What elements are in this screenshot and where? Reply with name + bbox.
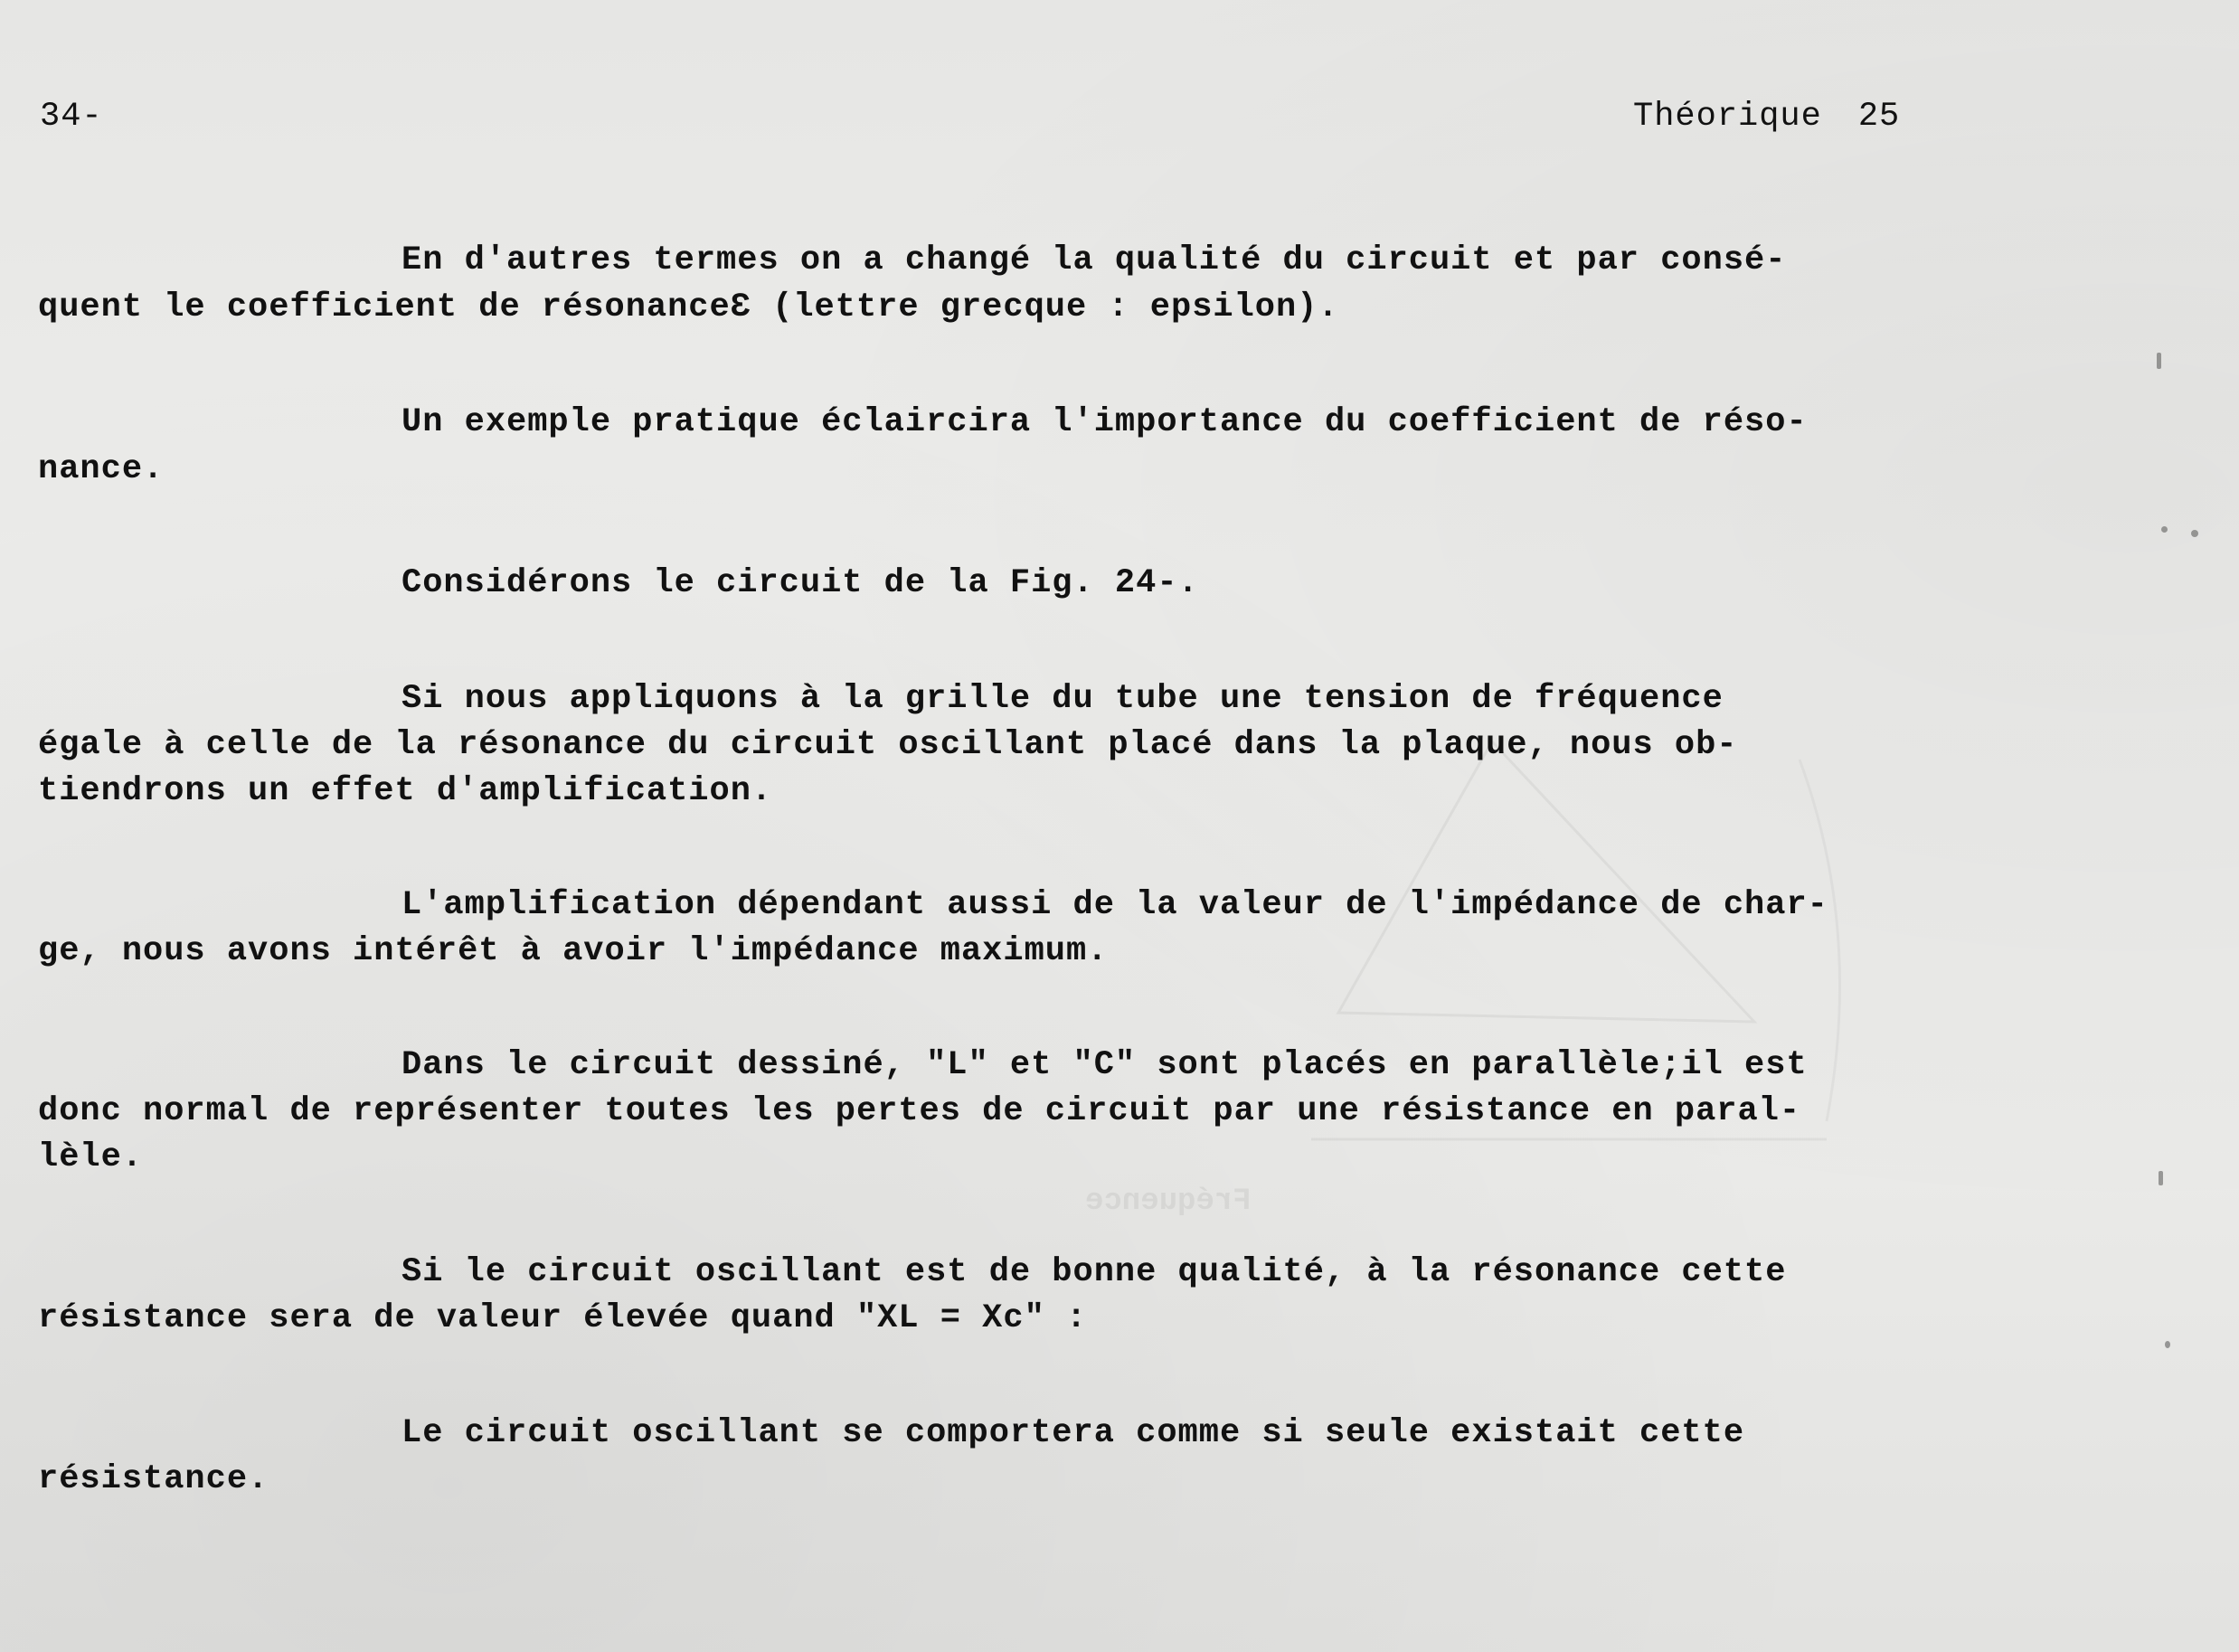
paragraph-5-line-1: L'amplification dépendant aussi de la valeur de l'impédance de char- — [402, 886, 1828, 924]
paragraph-8-line-2: résistance. — [38, 1460, 269, 1498]
paragraph-4-line-3: tiendrons un effet d'amplification. — [38, 772, 773, 810]
page-number: 25 — [1857, 98, 1901, 136]
paragraph-2-line-1: Un exemple pratique éclaircira l'importance du coefficient de réso- — [402, 403, 1808, 441]
chapter-number: 34- — [40, 98, 103, 136]
paragraph-2-line-2: nance. — [38, 450, 165, 488]
scan-speck — [2191, 530, 2198, 537]
paragraph-5-line-2: ge, nous avons intérêt à avoir l'impédance maximum. — [38, 932, 1109, 970]
paragraph-4-line-2: égale à celle de la résonance du circuit oscillant placé dans la plaque, nous ob- — [38, 726, 1738, 764]
paragraph-6-line-2: donc normal de représenter toutes les pertes de circuit par une résistance en paral- — [38, 1092, 1801, 1130]
scan-speck — [2157, 353, 2161, 369]
show-through-text: Fréquence — [1085, 1185, 1252, 1219]
paragraph-1-line-1: En d'autres termes on a changé la qualité du circuit et par consé- — [402, 241, 1787, 279]
paragraph-7-line-2: résistance sera de valeur élevée quand "XL = Xc" : — [38, 1299, 1088, 1337]
scan-speck — [2159, 1171, 2163, 1185]
paragraph-3-line-1: Considérons le circuit de la Fig. 24-. — [402, 564, 1199, 602]
scan-speck — [2161, 526, 2168, 533]
running-header — [1633, 98, 1900, 136]
paragraph-8-line-1: Le circuit oscillant se comportera comme si seule existait cette — [402, 1414, 1745, 1452]
paragraph-4-line-1: Si nous appliquons à la grille du tube une tension de fréquence — [402, 680, 1724, 718]
scan-speck — [2165, 1341, 2170, 1348]
paragraph-6-line-3: lèle. — [38, 1138, 144, 1176]
paragraph-6-line-1: Dans le circuit dessiné, "L" et "C" sont placés en parallèle;il est — [402, 1046, 1808, 1084]
paragraph-7-line-1: Si le circuit oscillant est de bonne qualité, à la résonance cette — [402, 1253, 1787, 1291]
paragraph-1-line-2: quent le coefficient de résonanceƐ (lettre grecque : epsilon). — [38, 288, 1339, 326]
section-title: Théorique — [1633, 98, 1822, 136]
